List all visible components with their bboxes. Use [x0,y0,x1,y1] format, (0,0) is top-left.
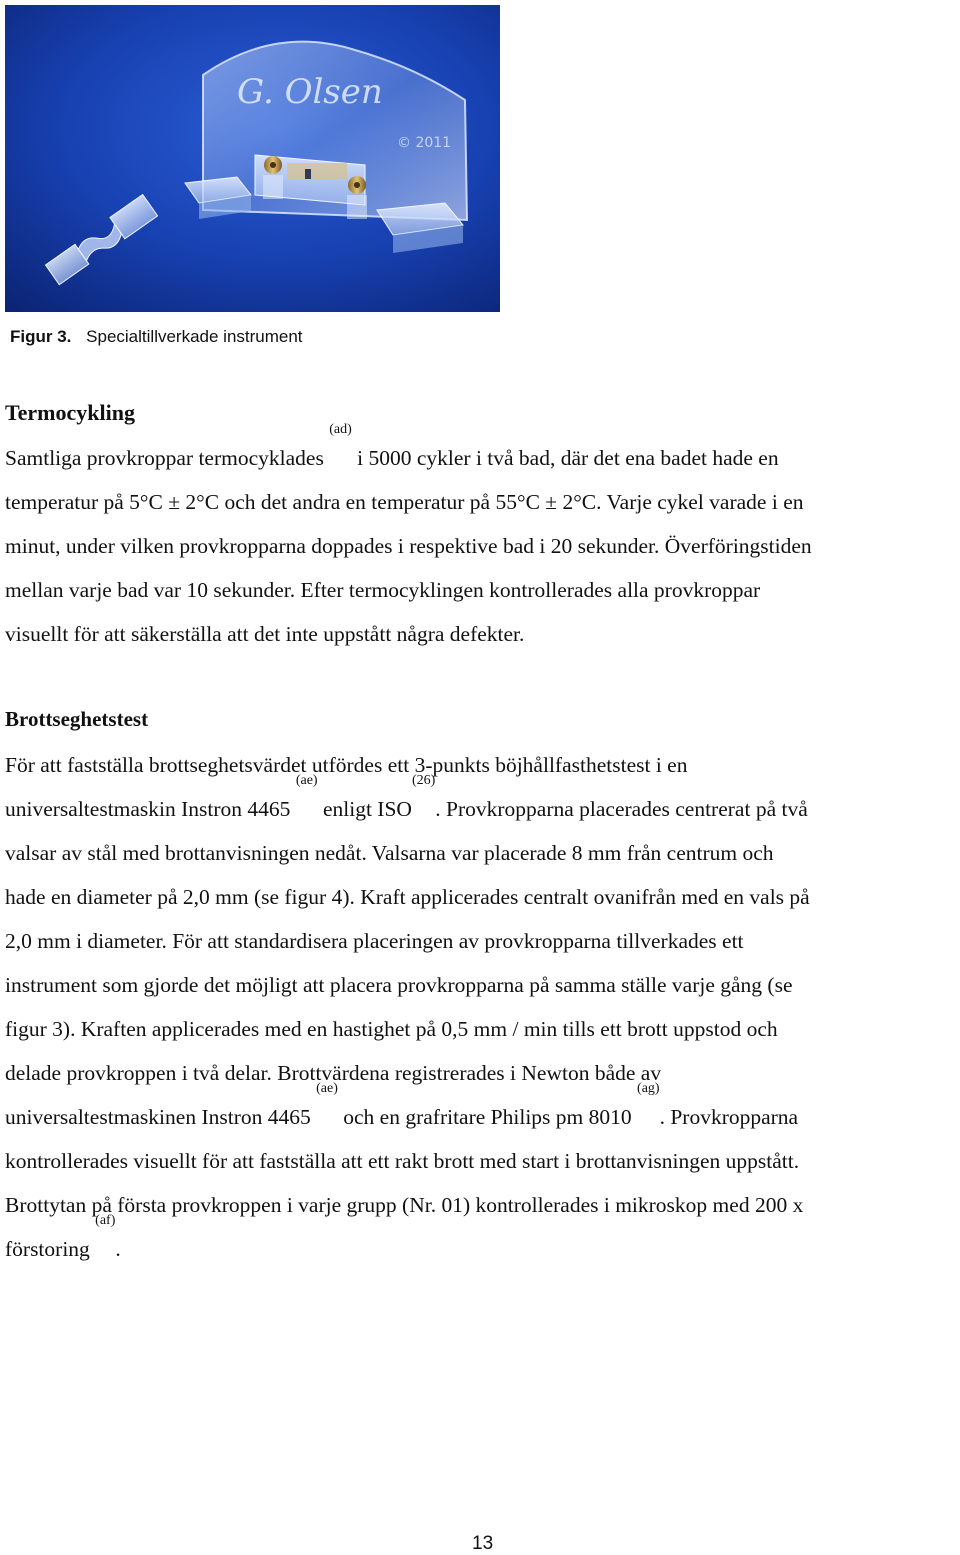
text-line: Samtliga provkroppar termocyklades $^{(ad)}$ i 5000 cykler i två bad, där det ena badet hade en [5,422,779,470]
text-line: visuellt för att säkerställa att det inte uppstått några defekter. [5,622,525,646]
section-heading-termocykling: Termocykling [5,400,135,425]
text-line: universaltestmaskin Instron 4465 $^{(ae)}$ enligt ISO$^{(26)}$. Provkropparna placerades centrerat på två [5,773,808,821]
text-line: universaltestmaskinen Instron 4465 $^{(ae)}$ och en grafritare Philips pm 8010 $^{(ag)}$. Provkropparna [5,1081,799,1129]
svg-text:G. Olsen: G. Olsen [237,72,383,112]
text-line: kontrollerades visuellt för att fastställa att ett rakt brott med start i brottanvisningen uppstått. [5,1149,800,1173]
text-line: minut, under vilken provkropparna doppades i respektive bad i 20 sekunder. Överföringstiden [5,534,812,558]
footnote-ref: (ae) [295,773,318,788]
text-line: förstoring $^{(af)}$. [5,1213,121,1261]
text-line: 2,0 mm i diameter. För att standardisera placeringen av provkropparna tillverkades ett [5,929,744,953]
paragraph-brottseghetstest [5,743,960,1271]
text-line: hade en diameter på 2,0 mm (se figur 4). Kraft applicerades centralt ovanifrån med en vals på [5,885,810,909]
text-line: Brottytan på första provkroppen i varje grupp (Nr. 01) kontrollerades i mikroskop med 200 x [5,1193,804,1217]
text-line: temperatur på 5°C ± 2°C och det andra en temperatur på 55°C ± 2°C. Varje cykel varade i en [5,490,804,514]
text-line: mellan varje bad var 10 sekunder. Efter termocyklingen kontrollerades alla provkroppar [5,578,761,602]
text-line: För att fastställa brottseghetsvärdet utfördes ett 3-punkts böjhållfasthetstest i en [5,753,688,777]
reference-number: (26) [411,773,436,788]
caption-text: Specialtillverkade instrument [86,327,303,346]
figure-photo [5,5,500,312]
section-heading-brottseghetstest: Brottseghetstest [5,707,149,731]
figure-caption [10,326,303,348]
text-line: figur 3). Kraften applicerades med en hastighet på 0,5 mm / min tills ett brott uppstod och [5,1017,778,1041]
caption-label: Figur 3. [10,327,72,346]
text-line: instrument som gjorde det möjligt att placera provkropparna på samma ställe varje gång (se [5,973,793,997]
page-number: 13 [472,1533,494,1554]
footnote-ref: (af) [95,1213,116,1228]
footnote-ref: (ad) [329,422,352,437]
svg-text:© 2011: © 2011 [397,135,452,151]
footnote-ref: (ag) [637,1081,660,1096]
paragraph-termocykling [5,422,960,656]
footnote-ref: (ae) [316,1081,338,1096]
text-line: delade provkroppen i två delar. Brottvärdena registrerades i Newton både av [5,1061,662,1085]
text-line: valsar av stål med brottanvisningen nedåt. Valsarna var placerade 8 mm från centrum och [5,841,774,865]
